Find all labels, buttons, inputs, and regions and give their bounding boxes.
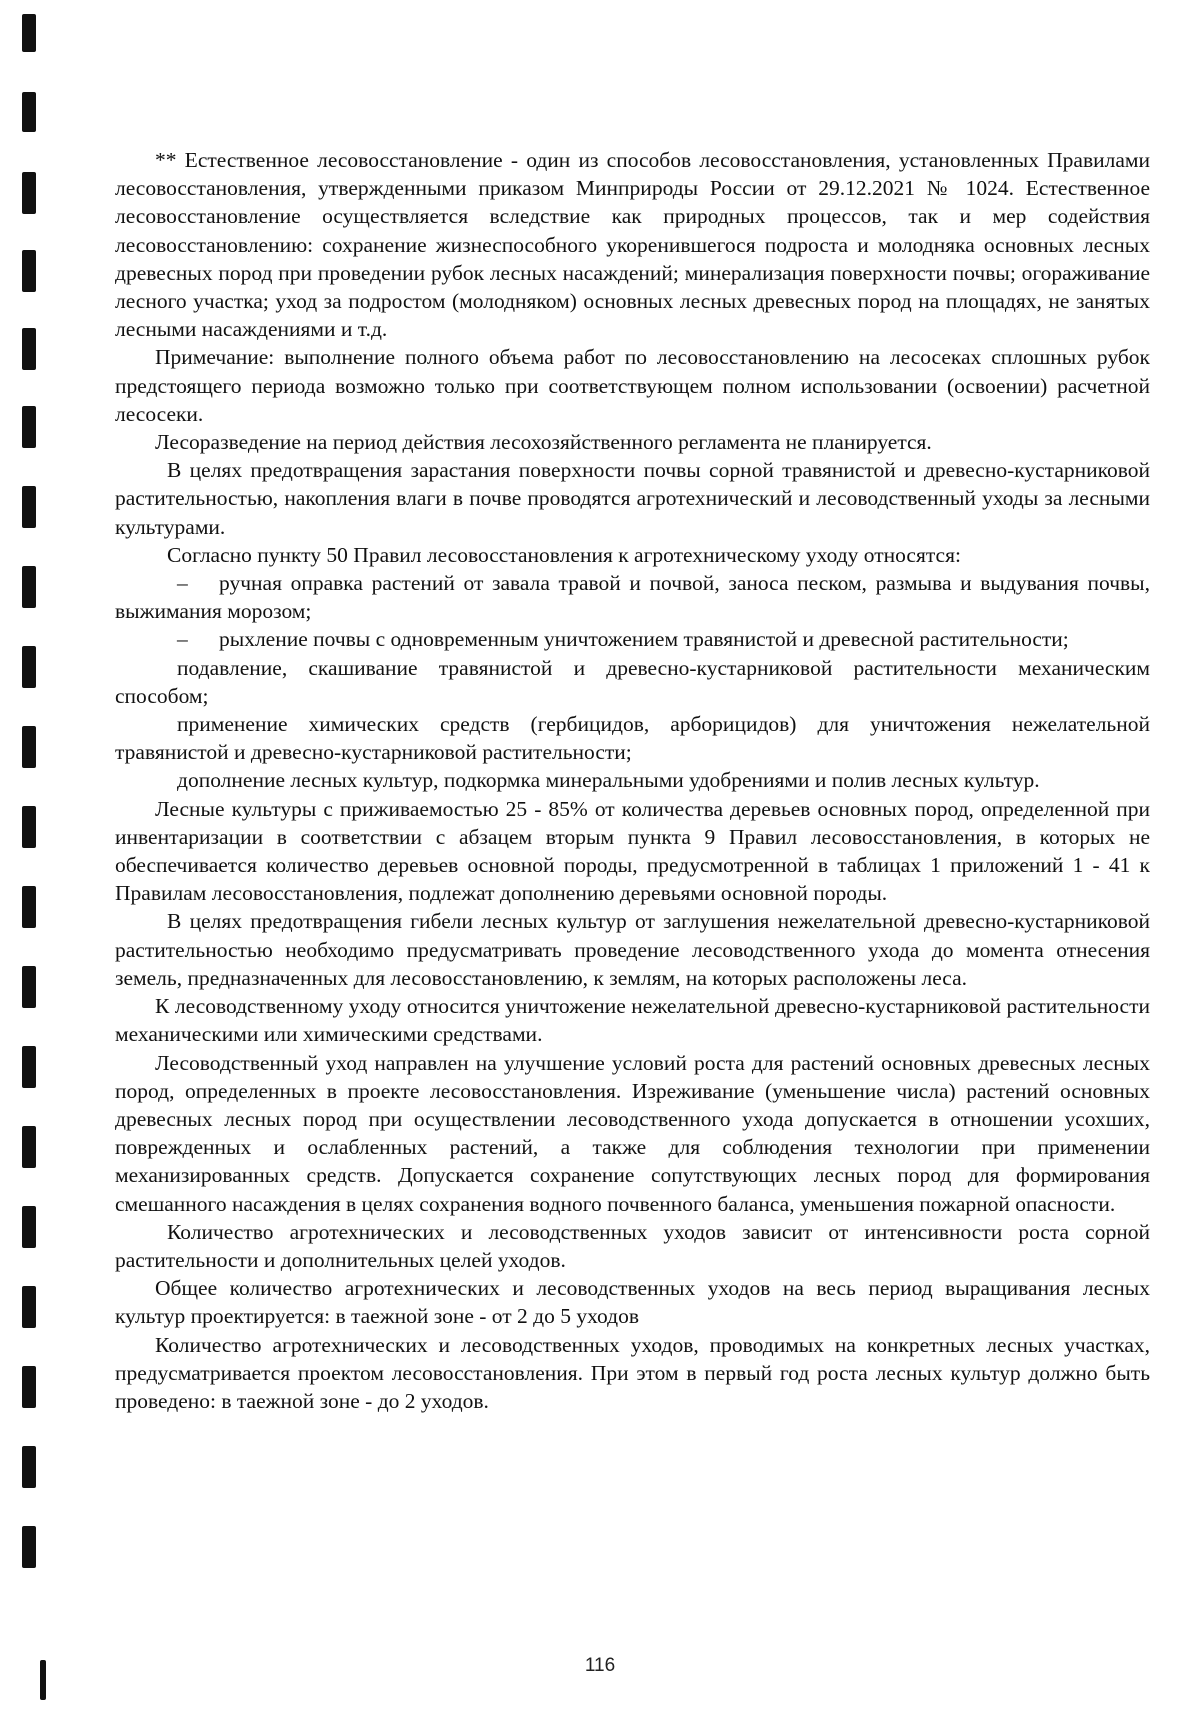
paragraph-chemicals: применение химических средств (гербицидов, арборицидов) для уничтожения нежелательной травянистой и древесно-кустарниковой растительности;: [115, 712, 1150, 765]
paragraph-survival-rate: Лесные культуры с приживаемостью 25 - 85% от количества деревьев основных пород, определенной при инвентаризации в соответствии с абзацем вторым пункта 9 Правил лесовосстановления, в которых не обеспечивается количество деревьев основной породы, предусмотренной в таблицах 1 приложений 1 - 41 к Правилам лесовосстановления, подлежат дополнению деревьями основной породы.: [115, 796, 1150, 906]
paragraph-care-purpose: Лесоводственный уход направлен на улучшение условий роста для растений основных древесных лесных пород, определенных в проекте лесовосстановления. Изреживание (уменьшение числа) растений основных древесных лесных пород при осуществлении лесоводственного ухода допускается в отношении усохших, поврежденных и ослабленных растений, а также для соблюдения технологии при применении механизированных средств. Допускается сохранение сопутствующих лесных пород для формирования смешанного насаждения в целях сохранения водного почвенного баланса, уменьшения пожарной опасности.: [115, 1050, 1150, 1216]
binding-hole: [22, 806, 36, 848]
binding-hole: [22, 406, 36, 448]
binding-hole: [22, 1046, 36, 1088]
list-item-text: рыхление почвы с одновременным уничтожением травянистой и древесной растительности;: [219, 627, 1069, 652]
binding-hole: [22, 1446, 36, 1488]
binding-hole: [22, 566, 36, 608]
binding-hole: [22, 1206, 36, 1248]
paragraph-specific-care: Количество агротехнических и лесоводственных уходов, проводимых на конкретных лесных участках, предусматривается проектом лесовосстановления. При этом в первый год роста лесных культур должно быть проведено: в таежной зоне - до 2 уходов.: [115, 1332, 1150, 1413]
paragraph-natural-reforestation: ** Естественное лесовосстановление - один из способов лесовосстановления, установленных Правилами лесовосстановления, утвержденными приказом Минприроды России от 29.12.2021 № 1024. Естественное лесовосстановление осуществляется вследствие как природных процессов, так и мер содействия лесовосстановлению: сохранение жизнеспособного укоренившегося подроста и молодняка основных лесных древесных пород при проведении рубок лесных насаждений; минерализация поверхности почвы; огораживание лесного участка; уход за подростом (молодняком) основных лесных древесных пород на площадях, не занятых лесными насаждениями и т.д.: [115, 148, 1150, 342]
list-item: [115, 569, 1150, 625]
paragraph-prevent-death: В целях предотвращения гибели лесных культур от заглушения нежелательной древесно-кустарниковой растительностью необходимо предусматривать проведение лесоводственного ухода до момента отнесения земель, предназначенных для лесовосстановлению, к землям, на которых расположены леса.: [115, 909, 1150, 990]
binding-hole: [22, 328, 36, 370]
binding-hole: [22, 886, 36, 928]
binding-hole: [22, 92, 36, 132]
binding-hole: [22, 966, 36, 1008]
binding-hole: [22, 646, 36, 688]
binding-hole: [22, 14, 36, 52]
document-body: [115, 146, 1150, 1415]
paragraph-suppression: подавление, скашивание травянистой и древесно-кустарниковой растительности механическим способом;: [115, 655, 1150, 708]
binding-hole: [22, 1286, 36, 1328]
paragraph-afforestation: Лесоразведение на период действия лесохозяйственного регламента не планируется.: [155, 430, 932, 455]
binding-hole: [22, 250, 36, 292]
dash-marker: –: [177, 571, 188, 596]
dash-marker: –: [177, 627, 188, 652]
paragraph-agrotechnical-list-intro: Согласно пункту 50 Правил лесовосстановления к агротехническому уходу относятся:: [167, 542, 961, 567]
paragraph-note: Примечание: выполнение полного объема работ по лесовосстановлению на лесосеках сплошных рубок предстоящего периода возможно только при соответствующем полном использовании (освоении) расчетной лесосеки.: [115, 345, 1150, 426]
page-number: 116: [584, 1655, 616, 1676]
binding-hole: [22, 486, 36, 528]
paragraph-supplement: дополнение лесных культур, подкормка минеральными удобрениями и полив лесных культур.: [177, 768, 1040, 793]
list-item-text: ручная оправка растений от завала травой и почвой, заноса песком, размыва и выдувания почвы, выжимания морозом;: [115, 571, 1150, 624]
binding-hole: [22, 172, 36, 214]
binding-hole: [22, 726, 36, 768]
binding-hole: [22, 1366, 36, 1408]
paragraph-total-care: Общее количество агротехнических и лесоводственных уходов на весь период выращивания лесных культур проектируется: в таежной зоне - от 2 до 5 уходов: [115, 1276, 1150, 1329]
binding-hole: [22, 1126, 36, 1168]
paragraph-silvicultural-care: К лесоводственному уходу относится уничтожение нежелательной древесно-кустарниковой растительности механическими или химическими средствами.: [115, 994, 1150, 1047]
list-item: [115, 625, 1150, 653]
binding-hole: [22, 1526, 36, 1568]
paragraph-weed-control: В целях предотвращения зарастания поверхности почвы сорной травянистой и древесно-кустарниковой растительностью, накопления влаги в почве проводятся агротехнический и лесоводственный уходы за лесными культурами.: [115, 458, 1150, 539]
paragraph-care-count: Количество агротехнических и лесоводственных уходов зависит от интенсивности роста сорной растительности и дополнительных целей уходов.: [115, 1219, 1150, 1272]
binding-holes: [0, 0, 60, 1709]
